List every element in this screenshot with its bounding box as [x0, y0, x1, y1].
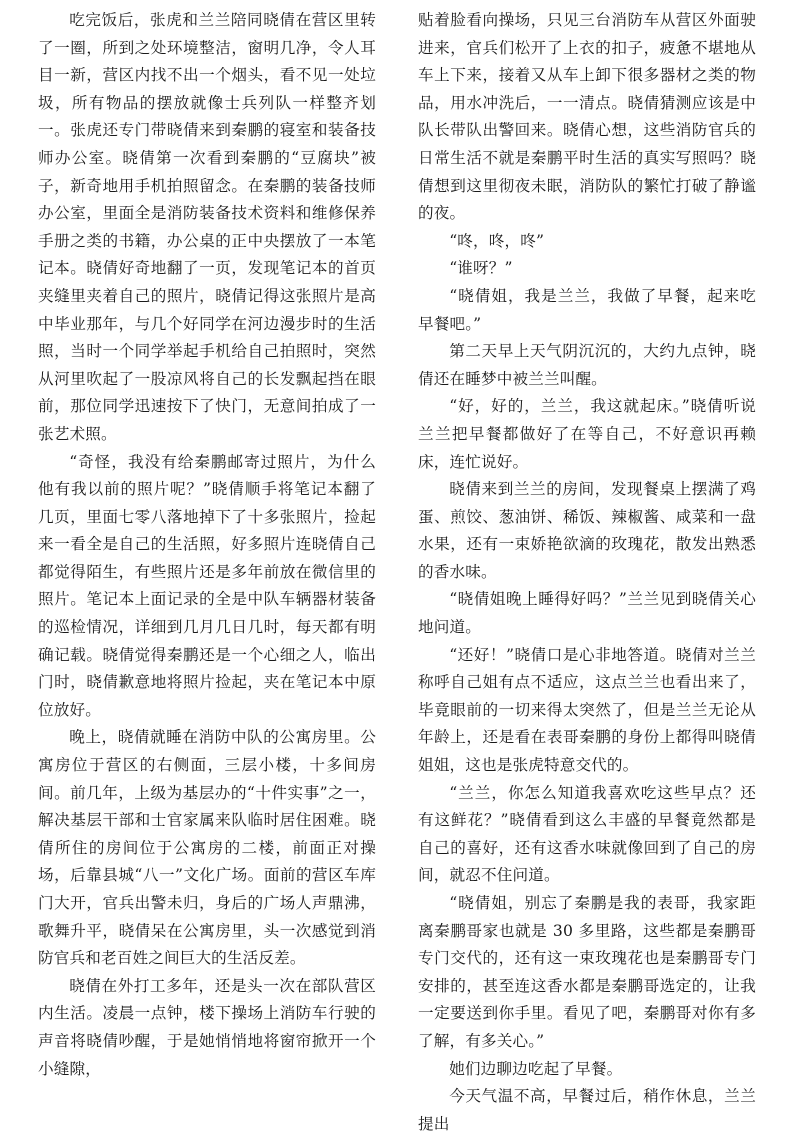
paragraph-right-5: “好，好的，兰兰，我这就起床。”晓倩听说兰兰把早餐都做好了在等自己，不好意识再赖床，连忙说好。: [418, 397, 756, 471]
paragraph-right-8: “还好！”晓倩口是心非地答道。晓倩对兰兰称呼自己姐有点不适应，这点兰兰也看出来了，毕竟眼前的一切来得太突然了，但是兰兰无论从年龄上，还是看在表哥秦鹏的身份上都得叫晓倩姐姐，这也是张虎特意交代的。: [418, 645, 756, 775]
paragraph-right-3: “晓倩姐，我是兰兰，我做了早餐，起来吃早餐吧。”: [418, 286, 756, 333]
paragraph-left-1: 吃完饭后，张虎和兰兰陪同晓倩在营区里转了一圈，所到之处环境整洁，窗明几净，令人耳目一新，营区内找不出一个烟头，看不见一处垃圾，所有物品的摆放就像士兵列队一样整齐划一。张虎还专门带晓倩来到秦鹏的寝室和装备技师办公室。晓倩第一次看到秦鹏的“豆腐块”被子，新奇地用手机拍照留念。在秦鹏的装备技师办公室，里面全是消防装备技术资料和维修保养手册之类的书籍，办公桌的正中央摆放了一本笔记本。晓倩好奇地翻了一页，发现笔记本的首页夹缝里夹着自己的照片，晓倩记得这张照片是高中毕业那年，与几个好同学在河边漫步时的生活照，当时一个同学举起手机给自己拍照时，突然从河里吹起了一股凉风将自己的长发飘起挡在眼前，那位同学迅速按下了快门，无意间拍成了一张艺术照。: [38, 11, 376, 443]
paragraph-left-3: 晚上，晓倩就睡在消防中队的公寓房里。公寓房位于营区的右侧面，三层小楼，十多间房间。前几年，上级为基层办的“十件实事”之一，解决基层干部和士官家属来队临时居住困难。晓倩所住的房间位于公寓房的二楼，前面正对操场，后靠县城“八一”文化广场。面前的营区车库门大开，官兵出警未归，身后的广场人声鼎沸，歌舞升平，晓倩呆在公寓房里，头一次感觉到消防官兵和老百姓之间巨大的生活反差。: [38, 728, 376, 968]
paragraph-right-6: 晓倩来到兰兰的房间，发现餐桌上摆满了鸡蛋、煎饺、葱油饼、稀饭、辣椒酱、咸菜和一盘水果，还有一束娇艳欲滴的玫瑰花，散发出熟悉的香水味。: [418, 480, 756, 581]
right-column: [418, 7, 756, 1138]
paragraph-right-7: “晓倩姐晚上睡得好吗？”兰兰见到晓倩关心地问道。: [418, 590, 756, 637]
paragraph-right-4: 第二天早上天气阴沉沉的，大约九点钟，晓倩还在睡梦中被兰兰叫醒。: [418, 342, 756, 388]
paragraph-right-10: “晓倩姐，别忘了秦鹏是我的表哥，我家距离秦鹏哥家也就是 30 多里路，这些都是秦鹏哥专门交代的，还有这一束玫瑰花也是秦鹏哥专门安排的，甚至连这香水都是秦鹏哥选定的，让我一定要送到你手里。看见了吧，秦鹏哥对你有多了解，有多关心。”: [418, 894, 756, 1050]
paragraph-right-2: “谁呀？”: [449, 259, 513, 278]
paragraph-right-9: “兰兰，你怎么知道我喜欢吃这些早点？还有这鲜花？”晓倩看到这么丰盛的早餐竟然都是自己的喜好，还有这香水味就像回到了自己的房间，就忍不住问道。: [418, 783, 756, 885]
paragraph-right-1: “咚，咚，咚”: [449, 231, 545, 250]
paragraph-left-4: 晓倩在外打工多年，还是头一次在部队营区内生活。凌晨一点钟，楼下操场上消防车行驶的声音将晓倩吵醒，于是她悄悄地将窗帘掀开一个小缝隙，: [38, 976, 376, 1078]
left-column: [38, 7, 376, 1083]
paragraph-right-continuation: 贴着脸看向操场，只见三台消防车从营区外面驶进来，官兵们松开了上衣的扣子，疲惫不堪地从车上下来，接着又从车上卸下很多器材之类的物品，用水冲洗后，一一清点。晓倩猜测应该是中队长带队出警回来。晓倩心想，这些消防官兵的日常生活不就是秦鹏平时生活的真实写照吗？晓倩想到这里彻夜未眠，消防队的繁忙打破了静谧的夜。: [418, 11, 756, 223]
paragraph-right-12: 今天气温不高，早餐过后，稍作休息，兰兰提出: [418, 1087, 756, 1133]
paragraph-left-2: “奇怪，我没有给秦鹏邮寄过照片，为什么他有我以前的照片呢？”晓倩顺手将笔记本翻了几页，里面七零八落地掉下了十多张照片，捡起来一看全是自己的生活照，好多照片连晓倩自己都觉得陌生，有些照片还是多年前放在微信里的照片。笔记本上面记录的全是中队车辆器材装备的巡检情况，详细到几月几日几时，每天都有明确记载。晓倩觉得秦鹏还是一个心细之人，临出门时，晓倩歉意地将照片捡起，夹在笔记本中原位放好。: [38, 452, 376, 719]
paragraph-right-11: 她们边聊边吃起了早餐。: [449, 1059, 623, 1078]
